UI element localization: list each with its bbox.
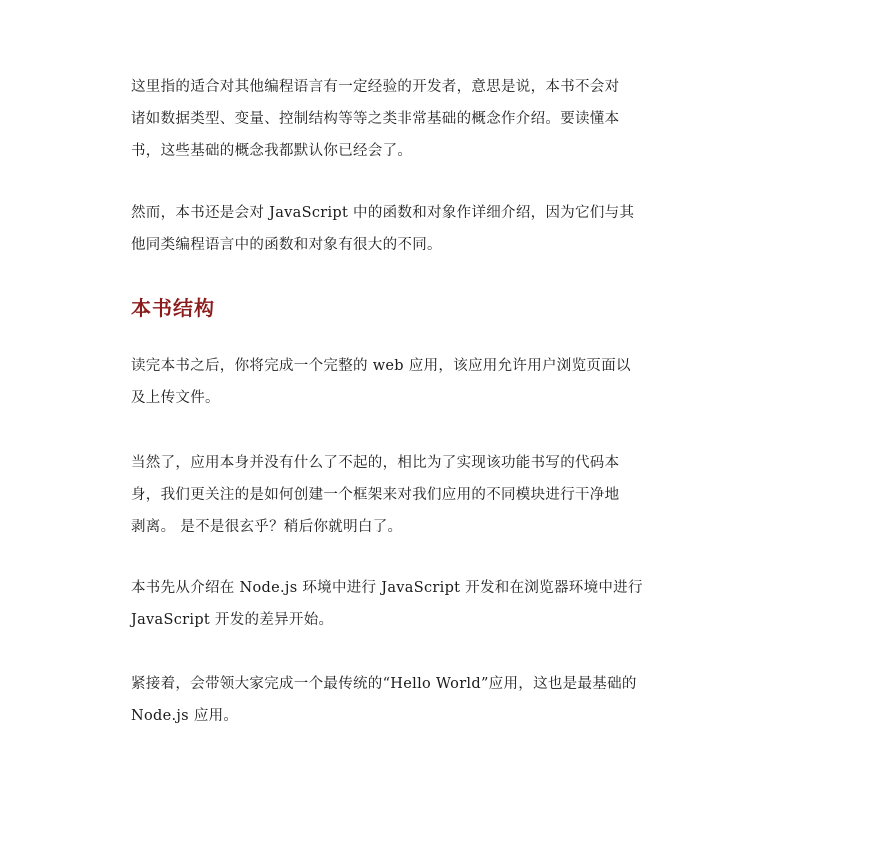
text-line: 诸如数据类型、变量、控制结构等等之类非常基础的概念作介绍。要读懂本	[131, 111, 620, 127]
paragraph-nodejs-intro	[131, 572, 741, 636]
paragraph-intro-experience	[131, 71, 741, 167]
text-line: 身，我们更关注的是如何创建一个框架来对我们应用的不同模块进行干净地	[131, 487, 620, 503]
text-line: 然而，本书还是会对 JavaScript 中的函数和对象作详细介绍，因为它们与其	[131, 205, 635, 221]
text-line: Node.js 应用。	[131, 708, 239, 724]
paragraph-framework	[131, 447, 741, 543]
text-line: 这里指的适合对其他编程语言有一定经验的开发者，意思是说，本书不会对	[131, 79, 620, 95]
paragraph-web-app	[131, 350, 741, 414]
text-line: JavaScript 开发的差异开始。	[131, 612, 334, 628]
paragraph-hello-world	[131, 668, 741, 732]
text-line: 当然了，应用本身并没有什么了不起的，相比为了实现该功能书写的代码本	[131, 455, 620, 471]
text-line: 剥离。 是不是很玄乎？稍后你就明白了。	[131, 519, 403, 535]
text-line: 紧接着，会带领大家完成一个最传统的“Hello World”应用，这也是最基础的	[131, 676, 637, 692]
text-line: 本书先从介绍在 Node.js 环境中进行 JavaScript 开发和在浏览器环境中进行	[131, 580, 643, 596]
text-line: 书，这些基础的概念我都默认你已经会了。	[131, 143, 413, 159]
text-line: 读完本书之后，你将完成一个完整的 web 应用，该应用允许用户浏览页面以	[131, 358, 631, 374]
text-line: 及上传文件。	[131, 390, 220, 406]
section-heading: 本书结构	[131, 296, 215, 320]
text-line: 他同类编程语言中的函数和对象有很大的不同。	[131, 237, 442, 253]
paragraph-javascript-functions	[131, 197, 741, 261]
